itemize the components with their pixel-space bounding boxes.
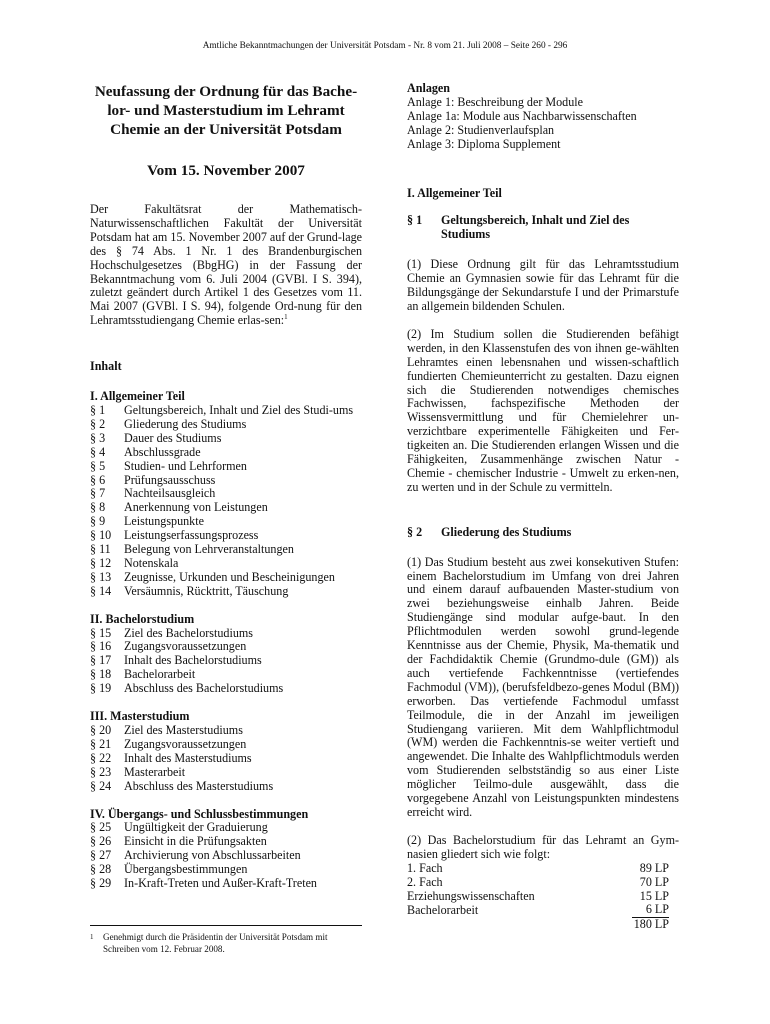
table-row [407,862,669,876]
annex-item: Anlage 2: Studienverlaufsplan [407,122,555,137]
document-date: Vom 15. November 2007 [147,162,305,179]
toc-entry-text: Ungültigkeit der Graduierung [124,820,268,835]
toc-entry[interactable] [90,418,362,432]
table-row [407,876,669,890]
toc-entry-number: § 9 [90,514,106,529]
footnote-mark: 1 [90,933,94,941]
table-row [407,903,669,918]
lp-label: 1. Fach [407,860,443,875]
toc-entry-number: § 28 [90,862,112,877]
toc-entry-number: § 29 [90,876,112,891]
toc-entry-text: In-Kraft-Treten und Außer-Kraft-Treten [124,876,317,891]
toc-entry-text: Masterarbeit [124,764,186,779]
toc-entry[interactable] [90,501,362,515]
section-number: § 2 [407,524,423,539]
toc-section [90,808,362,891]
section-2-paragraph-2: (2) Das Bachelorstudium für das Lehramt an Gym-nasien gliedert sich wie folgt: [407,832,679,861]
toc-entry[interactable] [90,543,362,557]
toc-entry-text: Versäumnis, Rücktritt, Täuschung [124,583,289,598]
toc-entry-text: Ziel des Bachelorstudiums [124,625,253,640]
section-title: Gliederung des Studiums [441,524,572,539]
toc-entry-number: § 1 [90,402,106,417]
toc-entry-number: § 27 [90,848,112,863]
toc-entry-number: § 12 [90,555,112,570]
part-title: I. Allgemeiner Teil [407,185,502,200]
toc-entry[interactable] [90,752,362,766]
toc-entry-number: § 21 [90,736,112,751]
table-row [407,890,669,904]
toc-entry-number: § 3 [90,430,106,445]
lp-label: Bachelorarbeit [407,902,479,917]
section-2-heading [407,526,679,540]
section-title: Geltungsbereich, Inhalt und Ziel des Studiums [441,213,630,242]
toc-entry-number: § 5 [90,458,106,473]
toc-entry[interactable] [90,821,362,835]
toc-entry-number: § 19 [90,681,112,696]
toc-entry[interactable] [90,487,362,501]
toc-entry[interactable] [90,432,362,446]
lp-total-label [407,918,610,932]
section-number: § 1 [407,213,423,228]
toc-section [90,613,362,696]
table-of-contents [90,390,362,891]
toc-entry-number: § 14 [90,583,112,598]
toc-entry-number: § 18 [90,667,112,682]
toc-entry-number: § 10 [90,528,112,543]
annex-title: Anlagen [407,81,451,95]
section-1-paragraph-2: (2) Im Studium sollen die Studierenden befähigt werden, in den Klassenstufen des von ihnen ge-wählten Lehramtes einen lebensnahen und wissen-schaftlich fundierten Chemieunterricht zu gestalten. Dazu eignen sich die Studierenden notwendiges chemisches Fachwissen, fachspezifische Methoden der Wissensvermittlung und für Chemielehrer un-verzichtbare experimentelle Fähigkeiten und Fer-tigkeiten an. Die Studierenden erlangen Wissen und die Fähigkeiten, Zusammenhänge zwischen Natur - Chemie - chemischer Industrie - Umwelt zu erken-nen, zu werten und in der Schule zu vermitteln. [407,326,679,494]
toc-entry-number: § 25 [90,820,112,835]
toc-heading: Inhalt [90,359,122,374]
footnote-row [90,932,362,956]
toc-entry-number: § 24 [90,778,112,793]
annex-item: Anlage 3: Diploma Supplement [407,136,561,151]
toc-entry-text: Abschluss des Masterstudiums [124,778,274,793]
toc-entry-number: § 7 [90,486,106,501]
lp-total: 180 LP [633,917,669,932]
toc-entry-text: Zugangsvoraussetzungen [124,736,247,751]
toc-entry[interactable] [90,724,362,738]
toc-entry-number: § 23 [90,764,112,779]
toc-entry[interactable] [90,515,362,529]
toc-entry-text: Notenskala [124,555,179,570]
toc-section [90,710,362,793]
lp-value: 15 LP [639,888,669,903]
toc-entry[interactable] [90,654,362,668]
toc-entry-text: Dauer des Studiums [124,430,222,445]
footnote [90,925,362,956]
document-title: Neufassung der Ordnung für das Bache-lor- und Masterstudium im Lehramt Chemie an der Universität Potsdam [94,83,358,138]
toc-entry-text: Nachteilsausgleich [124,486,216,501]
toc-entry-number: § 11 [90,542,111,557]
toc-entry-number: § 6 [90,472,106,487]
section-1-heading [407,214,679,242]
toc-entry-text: Prüfungsausschuss [124,472,216,487]
toc-entry-text: Gliederung des Studiums [124,416,247,431]
lp-value: 70 LP [639,874,669,889]
toc-entry-text: Studien- und Lehrformen [124,458,247,473]
toc-entry[interactable] [90,474,362,488]
toc-section-title: I. Allgemeiner Teil [90,389,185,404]
toc-entry-number: § 8 [90,500,106,515]
left-column [90,82,362,891]
toc-entry-text: Einsicht in die Prüfungsakten [124,834,267,849]
toc-entry-text: Zeugnisse, Urkunden und Bescheinigungen [124,569,335,584]
toc-entry-number: § 15 [90,625,112,640]
toc-entry-text: Anerkennung von Leistungen [124,500,268,515]
toc-entry-text: Leistungspunkte [124,514,204,529]
toc-entry[interactable] [90,863,362,877]
toc-entry[interactable] [90,571,362,585]
toc-entry-text: Belegung von Lehrveranstaltungen [124,542,294,557]
toc-entry[interactable] [90,460,362,474]
preamble-text: Der Fakultätsrat der Mathematisch-Naturwissenschaftlichen Fakultät der Universität Potsdam hat am 15. November 2007 auf der Grund-lage des § 74 Abs. 1 Nr. 1 des Brandenburgischen Hochschulgesetzes (BbgHG) in der Fassung der Bekanntmachung vom 6. Juli 2004 (GVBl. I S. 394), zuletzt geändert durch Artikel 1 des Gesetzes vom 11. Mai 2007 (GVBl. I S. 94), folgende Ord-nung für den Lehramtsstudiengang Chemie erlas-sen: [90,202,362,328]
toc-section-title: III. Masterstudium [90,709,190,724]
running-header: Amtliche Bekanntmachungen der Universität Potsdam - Nr. 8 vom 21. Juli 2008 – Seite 260 - 296 [202,41,568,51]
toc-entry-number: § 26 [90,834,112,849]
toc-entry-text: Abschlussgrade [124,444,201,459]
toc-entry[interactable] [90,780,362,794]
toc-entry[interactable] [90,640,362,654]
table-row-total [407,918,669,932]
section-1-paragraph-1: (1) Diese Ordnung gilt für das Lehramtsstudium Chemie an Gymnasien sowie für das Lehramt für die Bildungsgänge der Sekundarstufe I und der Primarstufe an allgemein bildenden Schulen. [407,257,679,313]
lp-label: 2. Fach [407,874,443,889]
credit-points-table [407,862,669,933]
toc-entry-text: Zugangsvoraussetzungen [124,639,247,654]
toc-entry-text: Bachelorarbeit [124,667,196,682]
toc-entry[interactable] [90,835,362,849]
annex-item: Anlage 1a: Module aus Nachbarwissenschaften [407,108,637,123]
lp-value-cell [610,903,669,918]
toc-entry-text: Ziel des Masterstudiums [124,723,243,737]
footnote-ref[interactable]: 1 [284,313,288,322]
toc-entry[interactable] [90,849,362,863]
preamble [90,203,362,328]
toc-entry-number: § 17 [90,653,112,668]
toc-entry[interactable] [90,529,362,543]
toc-entry[interactable] [90,877,362,891]
toc-entry-number: § 16 [90,639,112,654]
toc-entry-text: Leistungserfassungsprozess [124,528,259,543]
toc-entry-number: § 13 [90,569,112,584]
toc-entry[interactable] [90,682,362,696]
toc-entry-text: Inhalt des Bachelorstudiums [124,653,262,668]
toc-section [90,390,362,599]
toc-section-title: IV. Übergangs- und Schlussbestimmungen [90,806,309,821]
toc-entry-number: § 20 [90,723,112,737]
toc-entry[interactable] [90,627,362,641]
lp-value: 6 LP [632,903,669,918]
toc-entry[interactable] [90,668,362,682]
toc-entry[interactable] [90,557,362,571]
section-2-paragraph-1: (1) Das Studium besteht aus zwei konsekutiven Stufen: einem Bachelorstudium im Umfang von drei Jahren und einem darauf aufbauenden Master-studium von zwei beziehungsweise einhalb Jahren. Beide Studiengänge sind modular aufge-baut. In den Pflichtmodulen werden sowohl grund-legende Kenntnisse aus der Chemie, Physik, Ma-thematik und der Fachdidaktik Chemie (Grundmo-dule (GM)) als auch vertiefende Fachkenntnisse (vertiefendes Fachmodul (VM)), (berufsfeldbezo-genes Modul (BM)) erworben. Das vertiefende Fachmodul umfasst Teilmodule, die in der Anzahl im jeweiligen Studiengang variieren. Mit dem Wahlpflichtmodul (WM) werden die Fachkenntnis-se weiter vertieft und angewendet. Die Inhalte des Wahlpflichtmoduls werden vom Studierenden selbstständig so aus einer Liste möglicher Teilmo-dule ausgewählt, dass die vorgegebene Anzahl von Leistungspunkten mindestens erreicht wird. [407,554,679,819]
lp-label: Erziehungswissenschaften [407,888,535,903]
toc-entry-text: Abschluss des Bachelorstudiums [124,681,284,696]
footnote-text: Genehmigt durch die Präsidentin der Universität Potsdam mit Schreiben vom 12. Februar 2008. [103,932,328,954]
toc-entry-number: § 2 [90,416,106,431]
toc-entry-text: Übergangsbestimmungen [124,862,248,877]
toc-entry[interactable] [90,585,362,599]
toc-entry[interactable] [90,766,362,780]
toc-entry-number: § 4 [90,444,106,459]
toc-entry[interactable] [90,738,362,752]
toc-entry-text: Inhalt des Masterstudiums [124,750,252,765]
toc-entry[interactable] [90,404,362,418]
right-column [407,82,679,932]
toc-entry[interactable] [90,446,362,460]
toc-entry-text: Archivierung von Abschlussarbeiten [124,848,301,863]
annex-item: Anlage 1: Beschreibung der Module [407,94,583,109]
lp-value: 89 LP [639,860,669,875]
toc-entry-number: § 22 [90,750,112,765]
toc-entry-text: Geltungsbereich, Inhalt und Ziel des Studi-ums [124,402,354,417]
toc-section-title: II. Bachelorstudium [90,611,195,626]
